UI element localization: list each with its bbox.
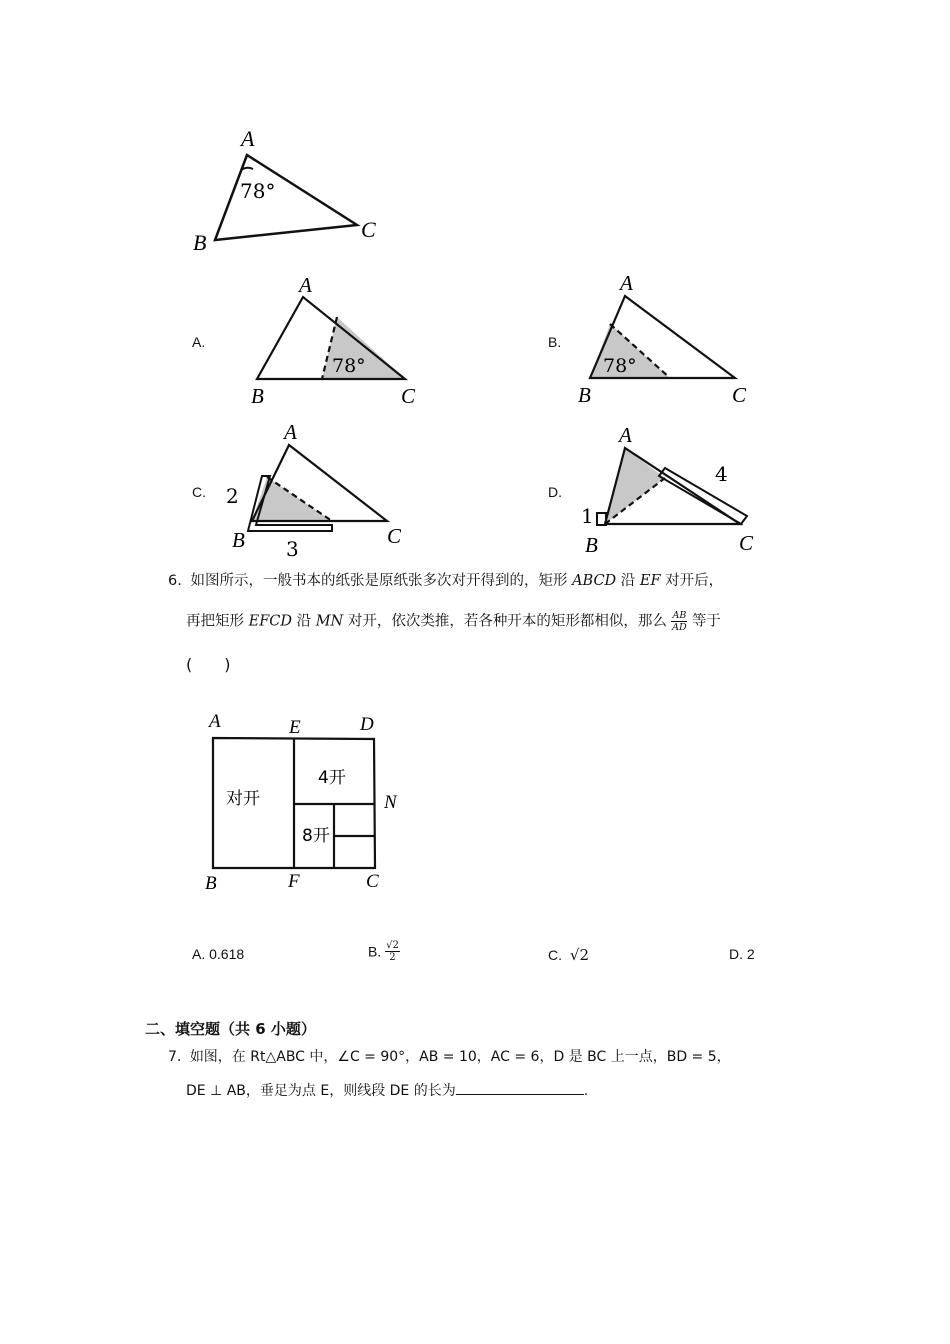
vertex-b-label: B (585, 533, 598, 557)
q7-text-2: DE ⊥ AB，垂足为点 E，则线段 DE 的长为 (186, 1083, 456, 1099)
option-b-denominator: 2 (389, 952, 396, 963)
q6-text-2d: 等于 (687, 613, 721, 630)
angle-label: 78° (603, 355, 637, 377)
q6-option-c[interactable] (548, 946, 589, 964)
q7-text-1: 如图，在 Rt△ABC 中，∠C = 90°，AB = 10，AC = 6，D 是 BC 上一点，BD = 5， (189, 1049, 731, 1065)
q6-text-1a: 如图所示，一般书本的纸张是原纸张多次对开得到的，矩形 (190, 573, 573, 589)
side-left-label: 2 (226, 484, 239, 508)
q6-paper-figure (195, 705, 415, 900)
vertex-a-label: A (299, 273, 312, 297)
vertex-b-label: B (251, 384, 264, 408)
option-c-label: C. (548, 947, 562, 963)
vertex-c-label: C (387, 524, 402, 548)
option-c-value: √2 (569, 946, 589, 964)
q5-option-c-label[interactable]: C. (192, 484, 206, 500)
q5-option-a-label[interactable]: A. (192, 334, 206, 350)
q5-option-a-figure[interactable] (245, 272, 425, 412)
q5-option-d-figure[interactable] (575, 418, 765, 558)
q6-line-2 (186, 610, 721, 633)
vertex-b-label: B (193, 230, 207, 255)
q6-math-efcd: EFCD (248, 613, 292, 630)
label-b: B (205, 873, 217, 894)
vertex-a-label: A (620, 271, 633, 295)
option-a-label: A. (192, 946, 206, 962)
label-e: E (289, 717, 301, 738)
angle-label: 78° (240, 179, 276, 203)
q5-option-b-label[interactable]: B. (548, 334, 562, 350)
q6-text-2b: 沿 (291, 613, 316, 630)
q6-option-d[interactable] (729, 946, 755, 962)
q7-text-2-end: . (583, 1083, 589, 1099)
region-quarter-label: 4开 (318, 768, 346, 788)
fraction-denominator: AD (672, 622, 687, 633)
region-half-label: 对开 (226, 789, 260, 809)
vertex-b-label: B (232, 528, 245, 552)
q5-option-d-label[interactable]: D. (548, 484, 562, 500)
q6-option-a[interactable] (192, 946, 244, 962)
angle-label: 78° (332, 355, 366, 377)
q6-text-2c: 对开，依次类推，若各种开本的矩形都相似，那么 (343, 613, 672, 630)
option-d-value: 2 (746, 946, 755, 962)
section-heading: 二、填空题（共 6 小题） (145, 1020, 316, 1038)
q6-math-abcd: ABCD (572, 573, 617, 589)
label-f: F (288, 871, 300, 892)
vertex-a-label: A (619, 423, 632, 447)
option-a-value: 0.618 (209, 946, 245, 962)
side-bottom-label: 3 (286, 537, 299, 557)
fraction-numerator: AB (672, 610, 687, 621)
option-b-fraction (385, 940, 400, 963)
q5-option-b-figure[interactable] (570, 268, 760, 413)
angle-arc (241, 168, 253, 170)
q5-option-c-figure[interactable] (222, 415, 422, 557)
q7-line-2 (186, 1080, 588, 1102)
q7-number: 7. (168, 1049, 182, 1065)
vertex-c-label: C (732, 383, 747, 407)
label-d: D (360, 714, 374, 735)
vertex-c-label: C (401, 384, 416, 408)
q6-math-mn: MN (315, 613, 344, 630)
label-n: N (384, 792, 397, 813)
q7-answer-blank[interactable] (456, 1080, 584, 1095)
ruler-shape (659, 468, 747, 524)
vertex-b-label: B (578, 383, 591, 407)
q6-option-b[interactable] (368, 940, 400, 963)
vertex-c-label: C (361, 217, 376, 242)
q6-text-2a: 再把矩形 (186, 613, 249, 630)
top-triangle-figure (185, 120, 385, 260)
vertex-a-label: A (284, 420, 297, 444)
q6-number: 6. (168, 573, 182, 589)
label-a: A (209, 711, 221, 732)
triangle-abc (215, 155, 357, 240)
option-d-label: D. (729, 946, 743, 962)
q6-line-1 (168, 570, 723, 592)
label-c: C (366, 871, 379, 892)
q6-text-1b: 沿 (616, 573, 640, 589)
q6-fraction (671, 610, 687, 633)
q6-text-1c: 对开后， (660, 573, 724, 589)
side-right-label: 4 (715, 462, 728, 486)
option-b-label: B. (368, 943, 382, 960)
q6-math-ef: EF (639, 573, 661, 589)
q6-answer-bracket[interactable]: ( ) (186, 655, 231, 674)
side-left-label: 1 (581, 504, 594, 528)
q7-line-1 (168, 1046, 731, 1068)
vertex-c-label: C (739, 531, 754, 555)
option-b-numerator: √2 (386, 940, 399, 951)
vertex-a-label: A (241, 126, 255, 151)
region-eighth-label: 8开 (302, 826, 330, 846)
